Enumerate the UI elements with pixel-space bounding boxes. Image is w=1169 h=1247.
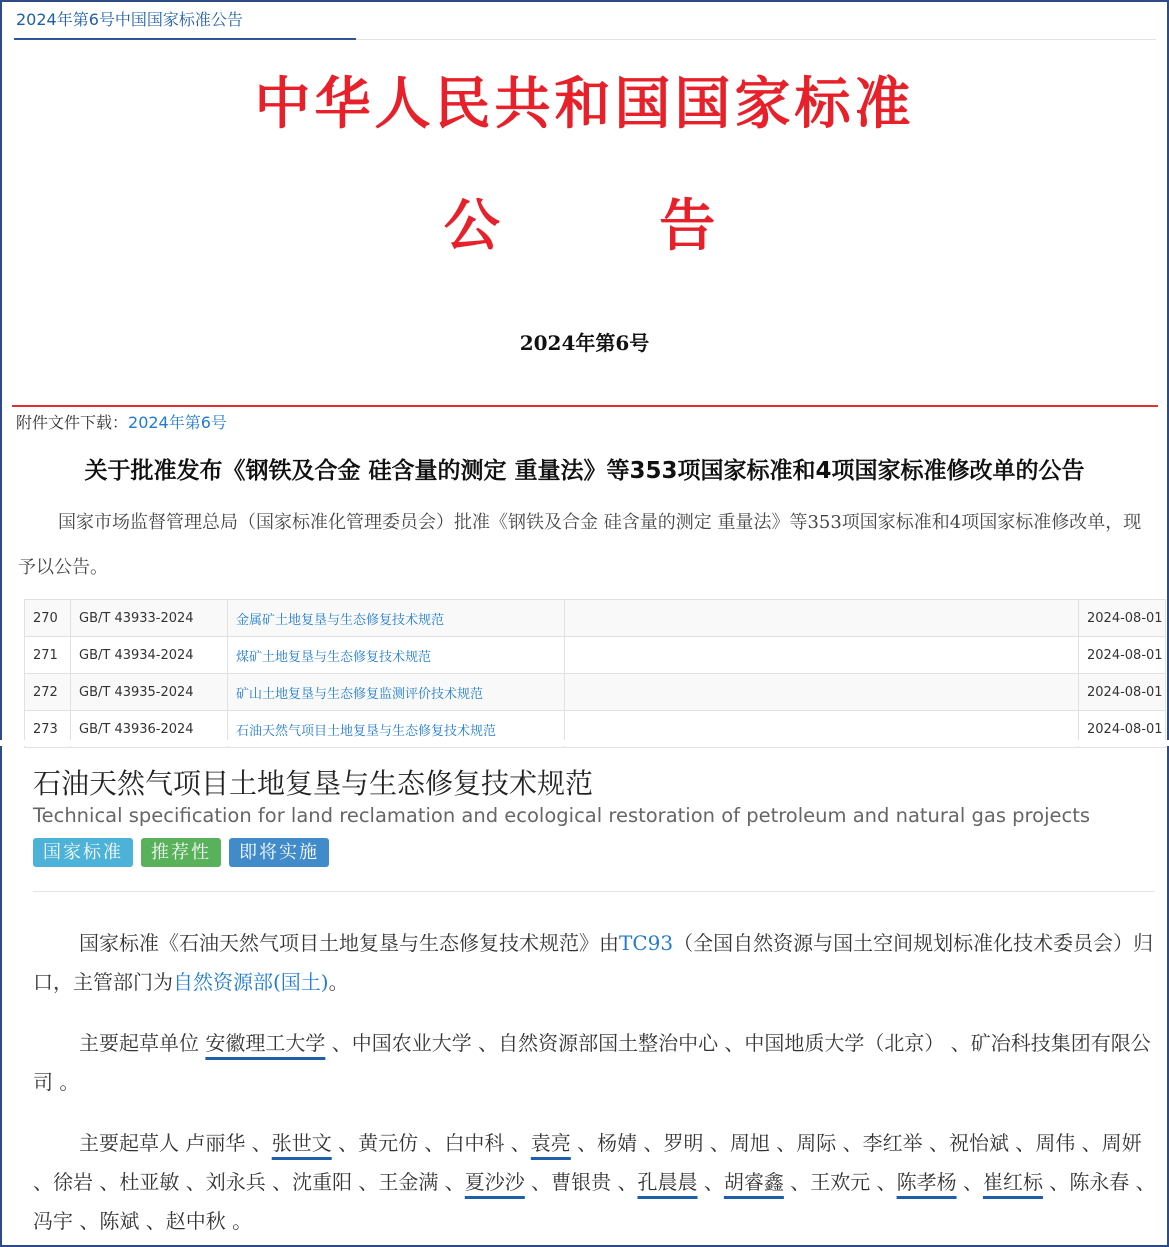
notice-title: 公 告 (443, 193, 766, 259)
drafter-name: 刘永兵 (205, 1170, 266, 1194)
tc93-link[interactable]: TC93 (619, 931, 674, 955)
separator: 、 (1008, 1131, 1036, 1155)
drafter-link[interactable]: 张世文 (271, 1131, 332, 1155)
drafters-paragraph (33, 1124, 1158, 1241)
separator: 、 (611, 1170, 638, 1194)
implementation-date: 2024-08-01 (1079, 674, 1166, 711)
separator: 、 (956, 1170, 983, 1194)
table-clip-edge (0, 740, 1169, 746)
separator: 、 (922, 1131, 949, 1155)
drafter-name: 赵中秋 (165, 1209, 226, 1233)
drafter-name: 陈永春 (1069, 1170, 1130, 1194)
separator: 、 (769, 1131, 797, 1155)
drafter-name: 周伟 (1035, 1131, 1076, 1155)
separator: 、 (870, 1170, 897, 1194)
separator: 、 (265, 1170, 293, 1194)
separator: 、 (438, 1170, 465, 1194)
standard-badges (33, 838, 329, 867)
issue-number: 2024年第6号 (519, 331, 650, 355)
announcement-heading: 关于批准发布《钢铁及合金 硅含量的测定 重量法》等353项国家标准和4项国家标准修改单的公告 (84, 458, 1085, 484)
separator: 。 (225, 1209, 253, 1233)
page-tab-title[interactable]: 2024年第6号中国国家标准公告 (16, 10, 243, 29)
paragraph-text: 。 (328, 970, 349, 994)
standard-name-link[interactable]: 石油天然气项目土地复垦与生态修复技术规范 (228, 711, 565, 748)
drafter-name: 白中科 (444, 1131, 505, 1155)
drafter-name: 杨婧 (597, 1131, 638, 1155)
drafter-name: 周旭 (729, 1131, 770, 1155)
attachment-line (16, 410, 227, 433)
drafter-name: 王金满 (378, 1170, 439, 1194)
separator: 、 (1075, 1131, 1102, 1155)
drafting-units-paragraph (33, 1024, 1158, 1102)
drafter-name: 卢丽华 (185, 1131, 246, 1155)
attachment-label: 附件文件下载： (16, 413, 129, 432)
row-number: 272 (25, 674, 71, 711)
standard-code: GB/T 43936-2024 (71, 711, 228, 748)
replaced-standard (565, 674, 1079, 711)
drafter-name: 李红举 (862, 1131, 923, 1155)
separator: 、 (33, 1170, 53, 1194)
standard-name-link[interactable]: 金属矿土地复垦与生态修复技术规范 (228, 600, 565, 637)
separator: 、 (637, 1131, 664, 1155)
separator: 、 (331, 1131, 359, 1155)
tab-divider (356, 39, 1156, 40)
separator: 、 (139, 1209, 166, 1233)
drafter-name: 陈斌 (99, 1209, 140, 1233)
implementation-date: 2024-08-01 (1079, 600, 1166, 637)
row-number: 271 (25, 637, 71, 674)
implementation-date: 2024-08-01 (1079, 711, 1166, 748)
table-row (25, 600, 1166, 637)
badge-recommended: 推荐性 (141, 838, 221, 867)
separator: 、 (179, 1170, 206, 1194)
drafter-link[interactable]: 袁亮 (530, 1131, 571, 1155)
drafter-name: 王欢元 (810, 1170, 871, 1194)
drafter-name: 冯宇 (33, 1209, 73, 1233)
separator: 、 (1042, 1170, 1070, 1194)
implementation-date: 2024-08-01 (1079, 637, 1166, 674)
drafter-name: 周妍 (1101, 1131, 1142, 1155)
attachment-download-link[interactable]: 2024年第6号 (128, 413, 227, 432)
standard-code: GB/T 43934-2024 (71, 637, 228, 674)
national-standard-title: 中华人民共和国国家标准 (254, 71, 915, 137)
red-divider (12, 405, 1158, 407)
row-number: 273 (25, 711, 71, 748)
separator: 、 (418, 1131, 445, 1155)
drafter-link[interactable]: 胡睿鑫 (723, 1170, 784, 1194)
separator: 、 (697, 1170, 724, 1194)
table-row (25, 674, 1166, 711)
badge-national-standard: 国家标准 (33, 838, 133, 867)
standard-name-link[interactable]: 煤矿土地复垦与生态修复技术规范 (228, 637, 565, 674)
drafter-name: 曹银贵 (551, 1170, 612, 1194)
paragraph-text: （全国自然资源与国土空间规划标准化技术委员会）归口，主管部门为 (33, 931, 1154, 994)
separator: 、 (836, 1131, 863, 1155)
separator: 、 (73, 1209, 100, 1233)
separator: 、 (245, 1131, 272, 1155)
standard-english-title: Technical specification for land reclamation and ecological restoration of petroleum and natural gas projects (33, 804, 1091, 827)
section-divider (33, 891, 1155, 892)
table-row (25, 637, 1166, 674)
drafter-link[interactable]: 孔晨晨 (637, 1170, 698, 1194)
standard-ownership-paragraph (33, 924, 1158, 1002)
drafter-name: 罗明 (663, 1131, 704, 1155)
separator: 、 (570, 1131, 598, 1155)
drafter-name: 沈重阳 (292, 1170, 353, 1194)
separator: 、 (1129, 1170, 1156, 1194)
drafter-name: 祝怡斌 (948, 1131, 1009, 1155)
drafter-name: 徐岩 (53, 1170, 93, 1194)
drafter-name: 周际 (796, 1131, 837, 1155)
separator: 、 (352, 1170, 379, 1194)
separator: 、 (524, 1170, 552, 1194)
drafting-units-label: 主要起草单位 (79, 1031, 206, 1055)
replaced-standard (565, 637, 1079, 674)
badge-upcoming: 即将实施 (229, 838, 329, 867)
announcement-body: 国家市场监督管理总局（国家标准化管理委员会）批准《钢铁及合金 硅含量的测定 重量法》等353项国家标准和4项国家标准修改单，现予以公告。 (18, 512, 1142, 578)
standard-code: GB/T 43933-2024 (71, 600, 228, 637)
drafting-unit-link[interactable]: 安徽理工大学 (205, 1031, 326, 1055)
drafter-name: 杜亚敏 (119, 1170, 180, 1194)
drafter-name: 黄元仿 (358, 1131, 419, 1155)
department-link[interactable]: 自然资源部(国土) (173, 970, 329, 994)
drafting-units-list: 、中国农业大学 、自然资源部国土整治中心 、中国地质大学（北京） 、矿冶科技集团有限公司 。 (33, 1031, 1151, 1094)
drafter-link[interactable]: 崔红标 (982, 1170, 1043, 1194)
paragraph-text: 国家标准《石油天然气项目土地复垦与生态修复技术规范》由 (79, 931, 619, 955)
standard-title: 石油天然气项目土地复垦与生态修复技术规范 (33, 767, 594, 800)
separator: 、 (93, 1170, 120, 1194)
separator: 、 (783, 1170, 811, 1194)
standard-name-link[interactable]: 矿山土地复垦与生态修复监测评价技术规范 (228, 674, 565, 711)
tab-active-underline (14, 38, 356, 40)
standard-code: GB/T 43935-2024 (71, 674, 228, 711)
drafter-link[interactable]: 夏沙沙 (464, 1170, 525, 1194)
drafter-link[interactable]: 陈孝杨 (896, 1170, 957, 1194)
row-number: 270 (25, 600, 71, 637)
standards-table (24, 599, 1166, 748)
replaced-standard (565, 600, 1079, 637)
drafters-label: 主要起草人 (79, 1131, 186, 1155)
separator: 、 (504, 1131, 531, 1155)
separator: 、 (703, 1131, 730, 1155)
